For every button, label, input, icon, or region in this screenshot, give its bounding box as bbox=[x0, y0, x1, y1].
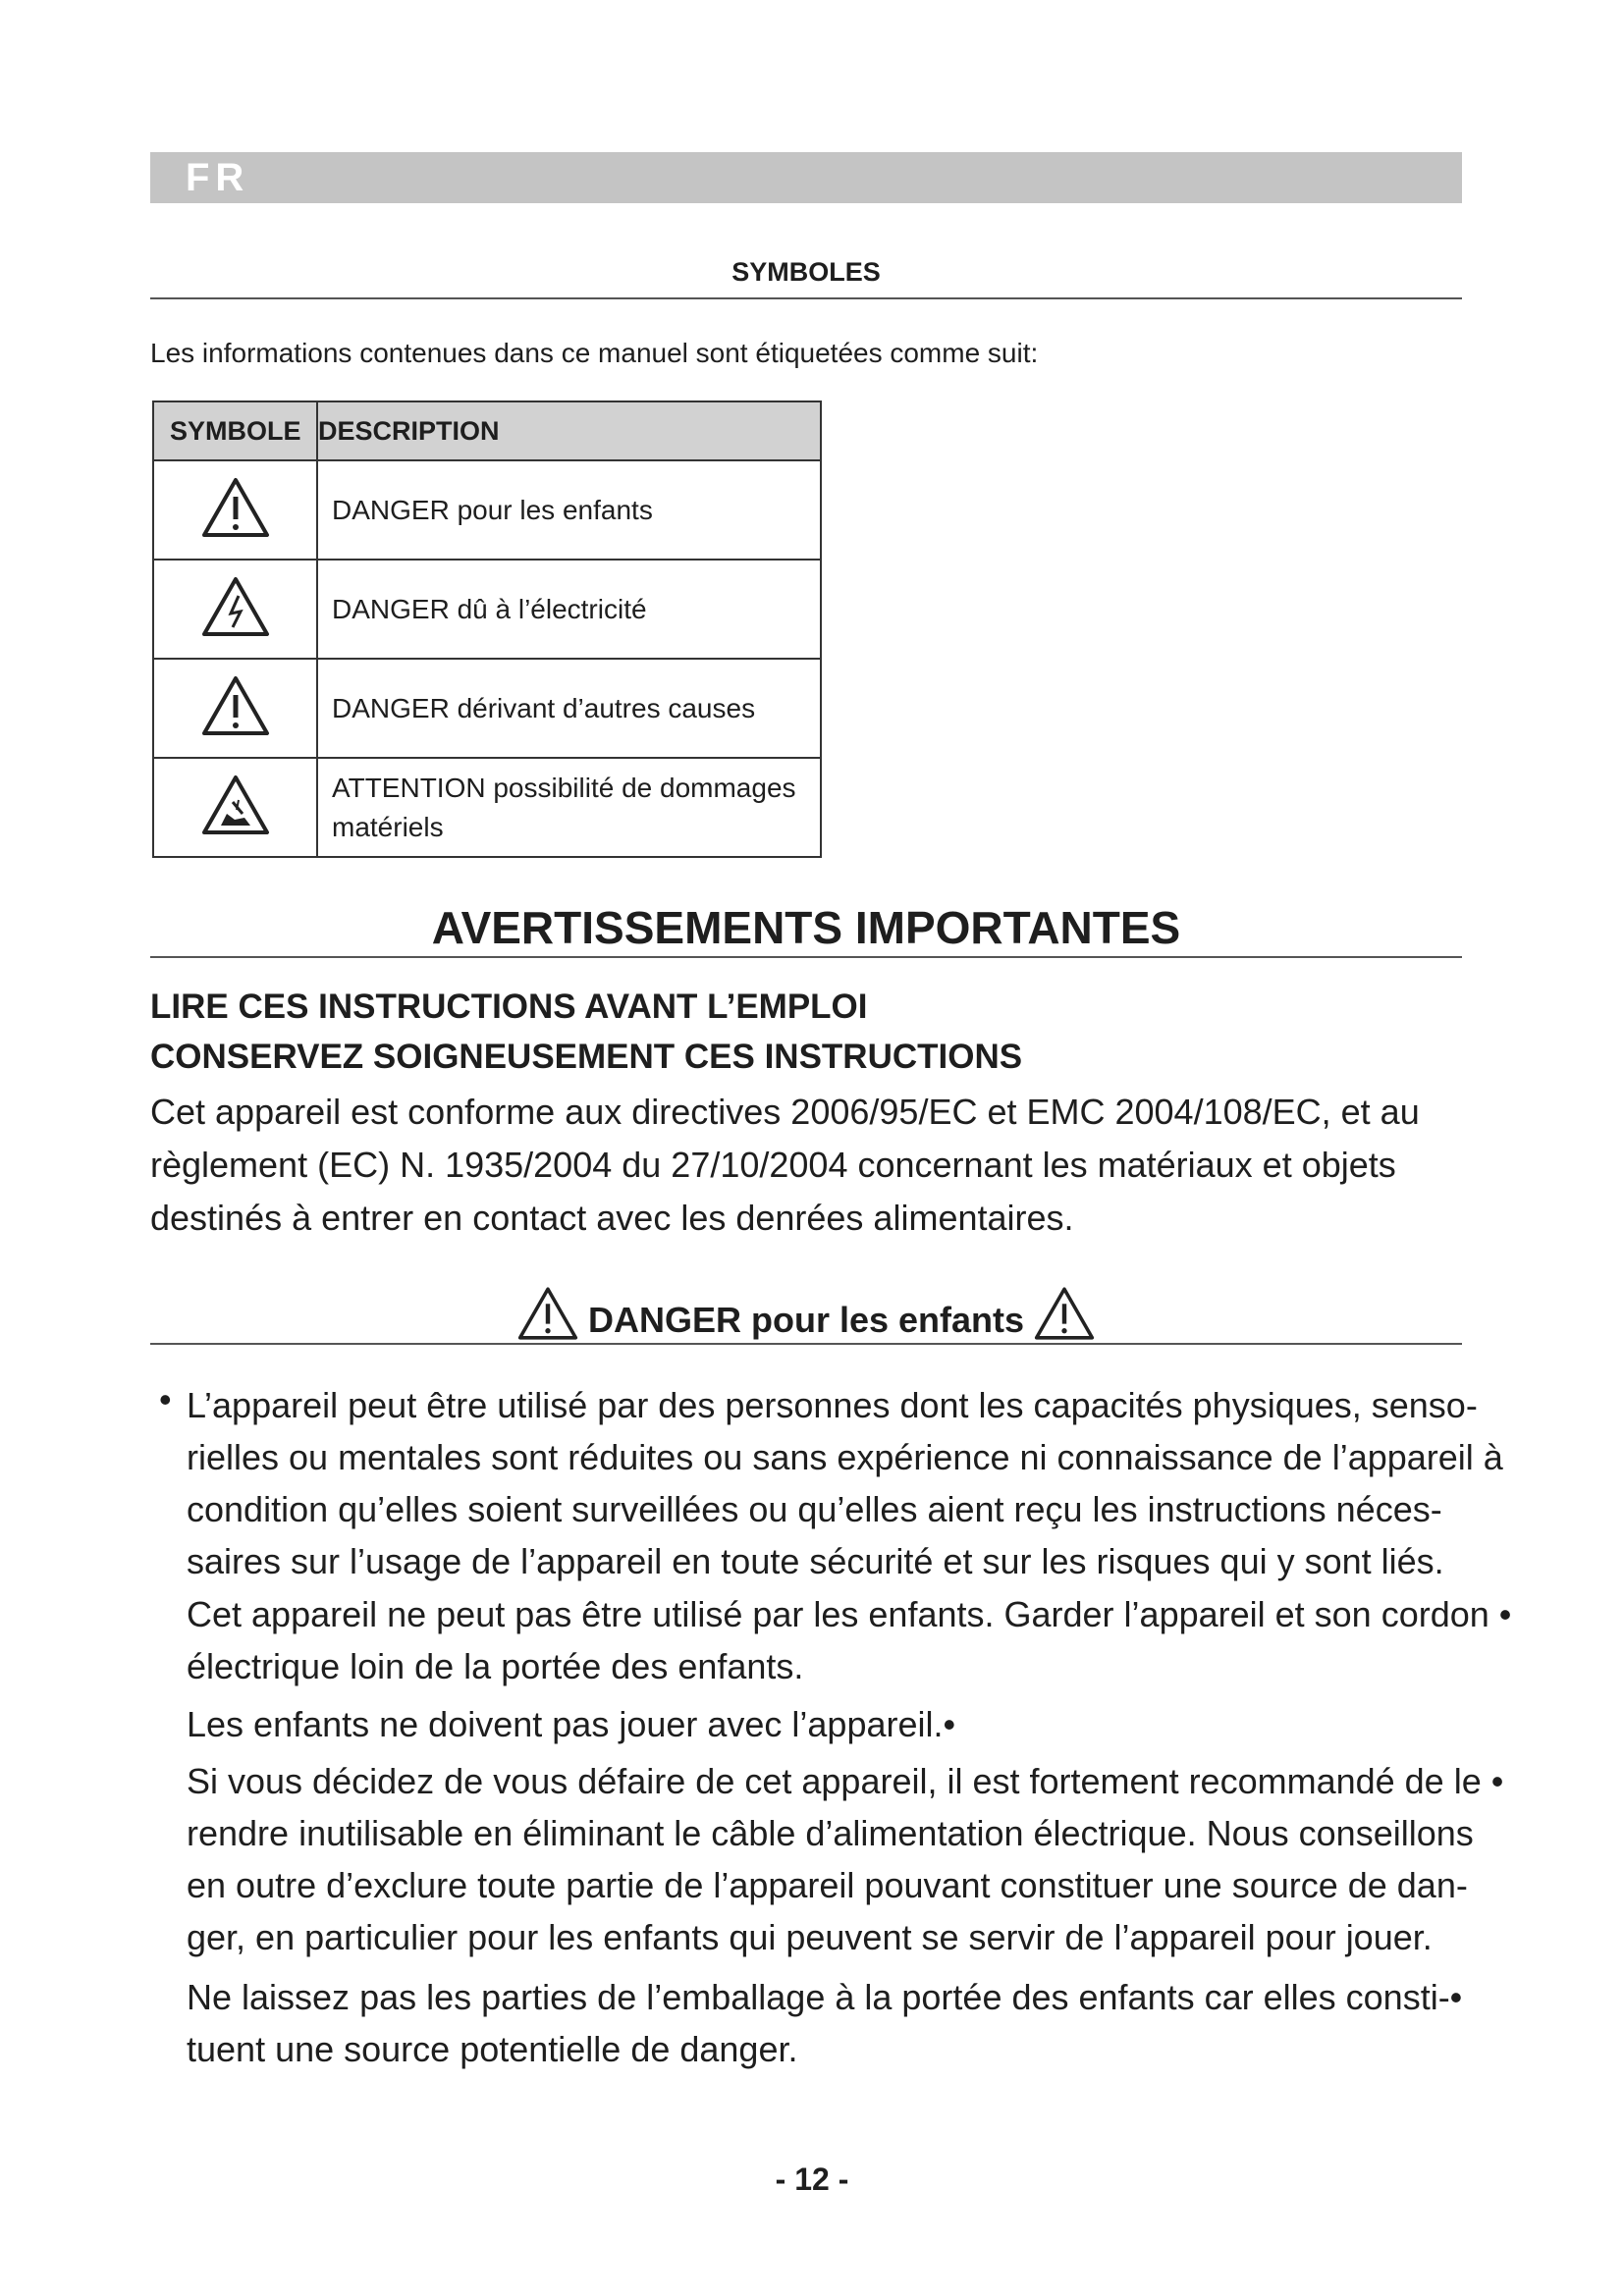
symbol-description: DANGER pour les enfants bbox=[317, 460, 821, 560]
bullet-icon: • bbox=[159, 1379, 172, 1419]
read-instructions-heading: LIRE CES INSTRUCTIONS AVANT L’EMPLOI bbox=[150, 988, 868, 1026]
warning-icon bbox=[1034, 1286, 1095, 1341]
table-row bbox=[153, 659, 821, 758]
compliance-paragraph: Cet appareil est conforme aux directives 2006/95/EC et EMC 2004/108/EC, et au règlement (EC) N. 1935/2004 du 27/10/2004 concernant les matériaux et objets destinés à entrer en contact avec les denrées alimentaires. bbox=[150, 1092, 1420, 1238]
symbols-table-header bbox=[153, 401, 821, 460]
list-item: Cet appareil ne peut pas être utilisé par les enfants. Garder l’appareil et son cordon • électrique loin de la portée des enfants. bbox=[187, 1594, 1512, 1686]
warning-icon bbox=[153, 460, 317, 560]
symbols-table bbox=[152, 400, 822, 858]
symbol-description: DANGER dû à l’électricité bbox=[317, 560, 821, 659]
table-row bbox=[153, 560, 821, 659]
children-danger-title bbox=[150, 1286, 1462, 1345]
list-item: Si vous décidez de vous défaire de cet appareil, il est fortement recommandé de le • rendre inutilisable en éliminant le câble d’alimentation électrique. Nous conseillons en outre d’exclure toute partie de l’appareil pouvant constituer une source de dan-ger, en particulier pour les enfants qui peuvent se servir de l’appareil pour jouer. bbox=[187, 1761, 1504, 1957]
symbol-description: DANGER dérivant d’autres causes bbox=[317, 659, 821, 758]
column-header-description: DESCRIPTION bbox=[317, 401, 821, 460]
list-item: Les enfants ne doivent pas jouer avec l’appareil.• bbox=[187, 1704, 956, 1744]
warnings-title: AVERTISSEMENTS IMPORTANTES bbox=[150, 901, 1462, 958]
warning-icon bbox=[517, 1286, 578, 1341]
list-item: L’appareil peut être utilisé par des personnes dont les capacités physiques, senso-rielles ou mentales sont réduites ou sans expérience ni connaissance de l’appareil à condition qu’elles soient surveillées ou qu’elles aient reçu les instructions néces-saires sur l’usage de l’appareil en toute sécurité et sur les risques qui y sont liés. bbox=[187, 1385, 1503, 1581]
damage-warning-icon bbox=[153, 758, 317, 857]
keep-instructions-heading: CONSERVEZ SOIGNEUSEMENT CES INSTRUCTIONS bbox=[150, 1038, 1023, 1076]
language-bar bbox=[150, 152, 1462, 203]
table-row bbox=[153, 460, 821, 560]
table-row bbox=[153, 758, 821, 857]
page-number: - 12 - bbox=[775, 2162, 849, 2197]
list-item: Ne laissez pas les parties de l’emballage à la portée des enfants car elles consti-• tuent une source potentielle de danger. bbox=[187, 1977, 1463, 2069]
symbol-description: ATTENTION possibilité de dommages matériels bbox=[317, 758, 821, 857]
children-danger-label: DANGER pour les enfants bbox=[587, 1300, 1025, 1340]
symbols-intro: Les informations contenues dans ce manuel sont étiquetées comme suit: bbox=[150, 338, 1039, 368]
symbols-title: SYMBOLES bbox=[150, 257, 1462, 299]
electric-warning-icon bbox=[153, 560, 317, 659]
column-header-symbol: SYMBOLE bbox=[153, 401, 317, 460]
language-label: FR bbox=[186, 156, 250, 199]
warning-icon bbox=[153, 659, 317, 758]
